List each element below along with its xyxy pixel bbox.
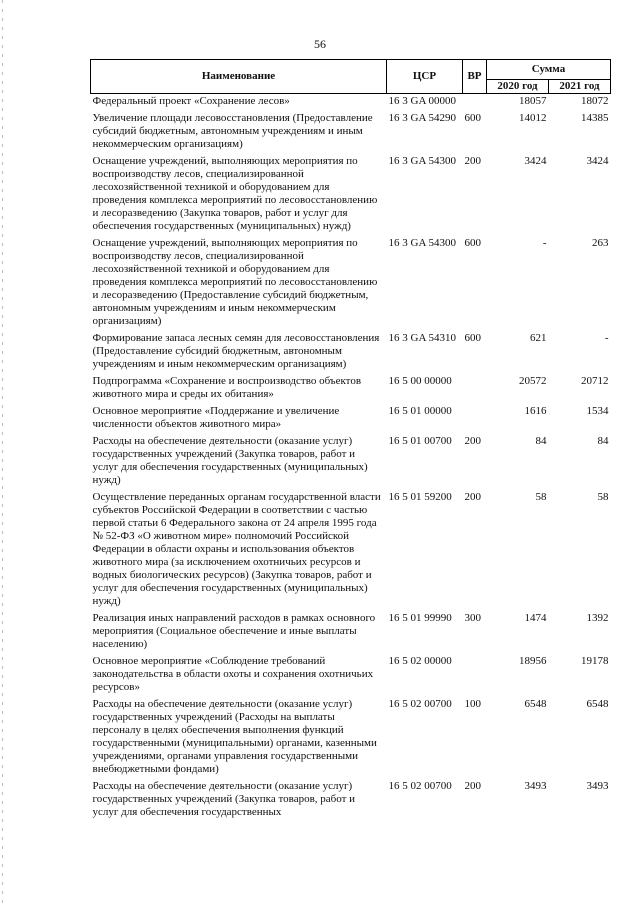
row-name: Реализация иных направлений расходов в рамках основного мероприятия (Социальное обеспечение и иные выплаты населению) <box>92 612 376 650</box>
row-sum-2021: 84 <box>597 435 609 447</box>
row-sum-2020: 1474 <box>524 612 547 624</box>
row-name: Федеральный проект «Сохранение лесов» <box>92 95 290 107</box>
row-csr: 16 5 02 00700 <box>388 780 452 792</box>
row-vr: 200 <box>464 780 481 792</box>
row-vr <box>463 403 487 433</box>
row-name: Расходы на обеспечение деятельности (оказание услуг) государственных учреждений (Расходы на выплаты персоналу в целях обеспечения выполнения функций государственными (муниципальными) органами, казенными учреждениями, органами управления государственными внебюджетными фондами) <box>92 698 377 775</box>
row-sum-2020: - <box>542 237 547 249</box>
row-sum-2021: 58 <box>597 491 609 503</box>
table-row <box>91 110 611 153</box>
row-csr: 16 3 GA 54300 <box>388 237 457 249</box>
row-csr: 16 5 01 00000 <box>388 405 452 417</box>
row-name: Увеличение площади лесовосстановления (Предоставление субсидий бюджетным, автономным учреждениям и иным некоммерческим организациям) <box>92 112 373 150</box>
header-year-2020: 2020 год <box>487 80 549 94</box>
row-vr <box>463 653 487 696</box>
row-name: Подпрограмма «Сохранение и воспроизводство объектов животного мира и среды их обитания» <box>92 375 362 400</box>
table-row <box>91 153 611 235</box>
row-vr <box>463 373 487 403</box>
page-number: 56 <box>314 37 326 51</box>
row-csr: 16 5 01 59200 <box>388 491 452 503</box>
row-sum-2020: 20572 <box>519 375 547 387</box>
row-csr: 16 5 00 00000 <box>388 375 452 387</box>
row-vr <box>463 94 487 111</box>
row-csr: 16 3 GA 54310 <box>388 332 457 344</box>
row-csr: 16 3 GA 54300 <box>388 155 457 167</box>
row-sum-2021: 3493 <box>586 780 609 792</box>
row-name: Оснащение учреждений, выполняющих мероприятия по воспроизводству лесов, специализированной лесохозяйственной техникой и оборудованием для проведения комплекса мероприятий по лесовосстановлению и лесоразведению (Закупка товаров, работ и услуг для обеспечения государственных (муниципальных) нужд) <box>92 155 378 232</box>
row-name: Формирование запаса лесных семян для лесовосстановления (Предоставление субсидий бюджетным, автономным учреждениям и иным некоммерческим организациям) <box>92 332 380 370</box>
row-sum-2021: 19178 <box>581 655 609 667</box>
row-csr: 16 3 GA 00000 <box>388 95 457 107</box>
row-csr: 16 5 02 00700 <box>388 698 452 710</box>
row-sum-2020: 3424 <box>524 155 547 167</box>
row-sum-2020: 3493 <box>524 780 547 792</box>
row-sum-2020: 621 <box>530 332 547 344</box>
row-vr: 200 <box>464 491 481 503</box>
row-sum-2020: 14012 <box>519 112 547 124</box>
row-sum-2021: 1534 <box>586 405 609 417</box>
header-year-2021: 2021 год <box>549 80 611 94</box>
budget-table <box>90 59 611 821</box>
row-name: Основное мероприятие «Поддержание и увеличение численности объектов животного мира» <box>92 405 340 430</box>
table-row <box>91 696 611 778</box>
row-vr: 300 <box>464 612 481 624</box>
table-row <box>91 653 611 696</box>
table-row <box>91 403 611 433</box>
row-sum-2021: 263 <box>592 237 609 249</box>
header-name: Наименование <box>91 60 387 94</box>
table-row <box>91 235 611 330</box>
table-row <box>91 433 611 489</box>
row-name: Оснащение учреждений, выполняющих мероприятия по воспроизводству лесов, специализированной лесохозяйственной техникой и оборудованием для проведения комплекса мероприятий по лесовосстановлению и лесоразведению (Предоставление субсидий бюджетным, автономным учреждениям и иным некоммерческим организациям) <box>92 237 378 327</box>
header-vr: ВР <box>463 60 487 94</box>
table-row <box>91 778 611 821</box>
row-sum-2021: 18072 <box>581 95 609 107</box>
row-vr: 200 <box>464 155 481 167</box>
row-vr: 200 <box>464 435 481 447</box>
row-vr: 600 <box>464 237 481 249</box>
row-name: Основное мероприятие «Соблюдение требований законодательства в области охоты и сохранения охотничьих ресурсов» <box>92 655 374 693</box>
row-sum-2021: 6548 <box>586 698 609 710</box>
row-name: Осуществление переданных органам государственной власти субъектов Российской Федерации в соответствии с частью первой статьи 6 Федерального закона от 24 апреля 1995 года № 52-ФЗ «О животном мире» полномочий Российской Федерации в области охраны и использования объектов животного мира (за исключением охотничьих ресурсов и водных биологических ресурсов) (Закупка товаров, работ и услуг для обеспечения государственных (муниципальных) нужд) <box>92 491 381 607</box>
row-csr: 16 5 01 00700 <box>388 435 452 447</box>
row-sum-2021: 14385 <box>581 112 609 124</box>
row-sum-2021: 1392 <box>586 612 609 624</box>
row-name: Расходы на обеспечение деятельности (оказание услуг) государственных учреждений (Закупка товаров, работ и услуг для обеспечения государственных <box>92 780 356 818</box>
table-row <box>91 489 611 610</box>
table-body <box>91 94 611 822</box>
scan-edge <box>2 0 3 905</box>
row-csr: 16 5 01 99990 <box>388 612 452 624</box>
row-csr: 16 5 02 00000 <box>388 655 452 667</box>
row-sum-2020: 1616 <box>524 405 547 417</box>
row-vr: 600 <box>464 112 481 124</box>
row-vr: 600 <box>464 332 481 344</box>
row-sum-2021: - <box>604 332 609 344</box>
table-row <box>91 94 611 111</box>
row-sum-2020: 58 <box>535 491 547 503</box>
row-sum-2020: 18057 <box>519 95 547 107</box>
row-vr: 100 <box>464 698 481 710</box>
row-sum-2020: 84 <box>535 435 547 447</box>
header-csr: ЦСР <box>387 60 463 94</box>
table-row <box>91 610 611 653</box>
row-name: Расходы на обеспечение деятельности (оказание услуг) государственных учреждений (Закупка товаров, работ и услуг для обеспечения государственных (муниципальных) нужд) <box>92 435 368 486</box>
row-csr: 16 3 GA 54290 <box>388 112 457 124</box>
header-sum: Сумма <box>487 60 611 80</box>
table-row <box>91 330 611 373</box>
row-sum-2021: 3424 <box>586 155 609 167</box>
row-sum-2020: 18956 <box>519 655 547 667</box>
row-sum-2020: 6548 <box>524 698 547 710</box>
table-row <box>91 373 611 403</box>
row-sum-2021: 20712 <box>581 375 609 387</box>
